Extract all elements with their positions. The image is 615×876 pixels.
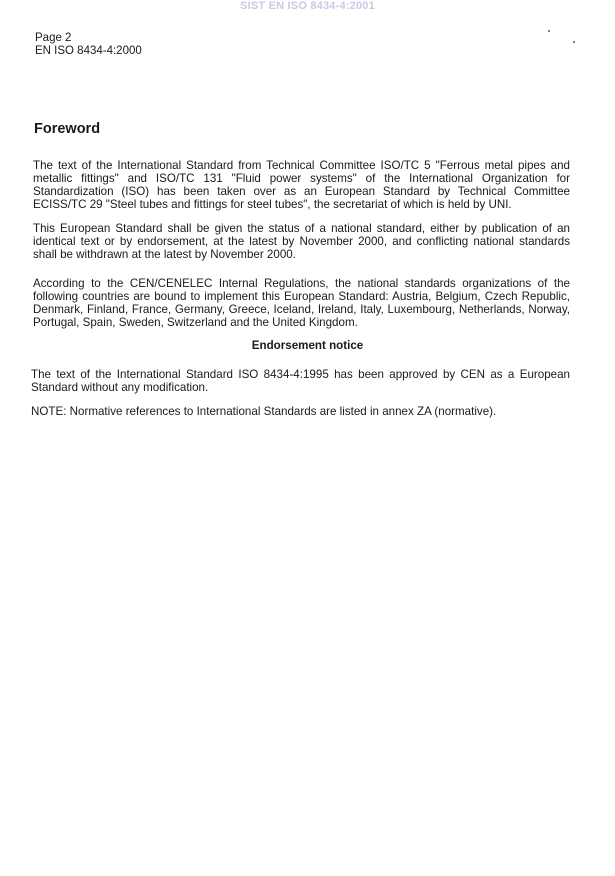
scan-speck — [573, 41, 575, 43]
document-number: EN ISO 8434-4:2000 — [35, 45, 142, 57]
foreword-paragraph-1: The text of the International Standard from Technical Committee ISO/TC 5 "Ferrous metal pipes and metallic fittings" and ISO/TC 131 "Fluid power systems" of the International Organization for Standardization (ISO) has been taken over as an European Standard by Technical Committee ECISS/TC 29 "Steel tubes and fittings for steel tubes", the secretariat of which is held by UNI. — [33, 159, 570, 211]
normative-note: NOTE: Normative references to International Standards are listed in annex ZA (normative). — [31, 405, 497, 418]
endorsement-heading: Endorsement notice — [251, 339, 364, 352]
page-header — [35, 32, 142, 58]
endorsement-paragraph: The text of the International Standard ISO 8434-4:1995 has been approved by CEN as a European Standard without any modification. — [31, 368, 570, 394]
foreword-paragraph-2: This European Standard shall be given the status of a national standard, either by publication of an identical text or by endorsement, at the latest by November 2000, and conflicting national standards shall be withdrawn at the latest by November 2000. — [33, 222, 570, 261]
page-number: Page 2 — [35, 32, 72, 44]
foreword-paragraph-3: According to the CEN/CENELEC Internal Regulations, the national standards organizations of the following countries are bound to implement this European Standard: Austria, Belgium, Czech Republic, Denmark, Finland, France, Germany, Greece, Iceland, Ireland, Italy, Luxembourg, Netherlands, Norway, Portugal, Spain, Sweden, Switzerland and the United Kingdom. — [33, 277, 570, 329]
watermark: SIST EN ISO 8434-4:2001 — [240, 0, 375, 12]
foreword-title: Foreword — [34, 121, 101, 137]
scan-speck — [548, 30, 550, 32]
